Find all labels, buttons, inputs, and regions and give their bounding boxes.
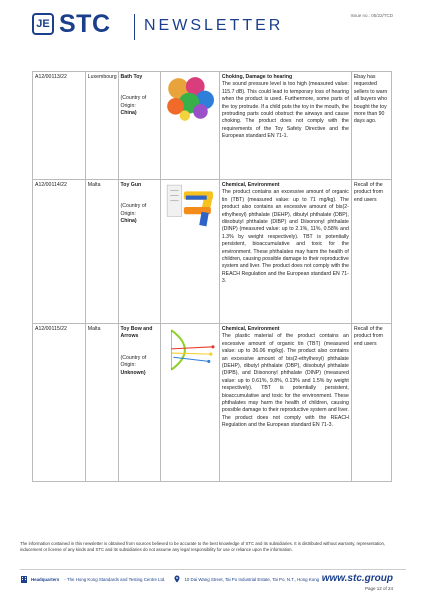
issue-number: Issue no.: 05/22/TCD	[350, 13, 393, 18]
logo-text: STC	[59, 10, 111, 38]
headquarters-info	[20, 575, 319, 583]
bath-toy-image	[163, 74, 217, 122]
product-image-cell	[160, 180, 219, 324]
headquarters-name: - The Hong Kong Standards and Testing Centre Ltd.	[64, 576, 166, 582]
building-icon	[20, 575, 28, 583]
risk-cell	[219, 180, 351, 324]
product-cell	[118, 72, 160, 180]
origin-label: (Country of Origin:	[120, 354, 147, 369]
toy-gun-image	[163, 182, 217, 230]
action-taken: Recall of the product from end users	[351, 324, 391, 482]
toy-bow-image	[163, 326, 217, 374]
product-name: Bath Toy	[120, 74, 143, 80]
action-taken: Ebay has requested sellers to warn all buyers who bought the toy more than 90 days ago.	[351, 72, 391, 180]
alert-id: A12/00114/22	[33, 180, 86, 324]
product-name: Toy Bow and Arrows	[120, 326, 153, 340]
recall-table	[32, 71, 392, 482]
address: 10 Dai Wang Street, Tai Po Industrial Estate, Tai Po, N.T., Hong Kong	[184, 576, 320, 582]
origin-label: (Country of Origin:	[120, 203, 147, 217]
alert-id: A12/00115/22	[33, 324, 86, 482]
logo-mark-icon: JE	[32, 13, 54, 35]
table-row	[33, 324, 392, 482]
page-number: Page 12 of 24	[364, 586, 393, 591]
header-divider	[134, 14, 135, 40]
risk-description: The product contains an excessive amount of organic tin (TBT) (measured value: up to 71 mg/kg). The product also contains an excessive amount of bis(2-ethylhexyl) phthalate (DEHP), dibutyl phthalate (DBP), diisobutyl phthalate (DIBP) and Diisononyl phthalate (DINP) (measured value: up to 2.1%, 11%, 0.58% and 1.3% by weight respectively). TBT is potentially persistent, bioaccumulative and toxic for the environment. These phthalates may harm the health of children, causing possible damage to their reproductive system and liver. The product does not comply with the REACH Regulation and the European standard EN 71-3.	[221, 189, 349, 285]
newsletter-header	[0, 0, 425, 58]
origin-label: (Country of Origin:	[120, 95, 147, 109]
risk-type: Choking, Damage to hearing	[221, 74, 293, 80]
origin-value: China)	[120, 110, 137, 117]
product-image-cell	[160, 72, 219, 180]
product-image-cell	[160, 324, 219, 482]
stc-logo	[32, 10, 111, 38]
product-cell	[118, 180, 160, 324]
risk-description: The sound pressure level is too high (measured value: 115.7 dB). This could lead to temporary loss of hearing when the product is used. Furthermore, some parts of the toy protrude. If a child puts the toy in the mouth, the protruding parts could obstruct the airways and cause choking. The product does not comply with the requirements of the Toy Safety Directive and the European standard EN 71-1.	[221, 81, 349, 140]
alert-id: A12/00113/22	[33, 72, 86, 180]
origin-value: Unknown)	[120, 369, 146, 376]
product-name: Toy Gun	[120, 182, 142, 188]
risk-type: Chemical, Environment	[221, 326, 280, 332]
location-pin-icon	[173, 575, 181, 583]
table-row	[33, 72, 392, 180]
country: Malta	[85, 324, 118, 482]
website-link[interactable]: www.stc.group	[321, 573, 393, 584]
newsletter-title: NEWSLETTER	[144, 17, 284, 34]
product-cell	[118, 324, 160, 482]
risk-type: Chemical, Environment	[221, 182, 280, 188]
headquarters-label: Headquarters	[31, 576, 60, 582]
table-row	[33, 180, 392, 324]
origin-value: China)	[120, 218, 137, 225]
risk-cell	[219, 324, 351, 482]
risk-cell	[219, 72, 351, 180]
disclaimer-text: The information contained in this newsletter is obtained from sources believed to be accurate to the best knowledge of STC and its subsidiaries. It is distributed without warranty, representation, inducement or license of any kinds and STC and its subsidiaries do not assume any legal responsibility for use or reliance upon the information.	[20, 541, 386, 553]
country: Luxembourg	[85, 72, 118, 180]
risk-description: The plastic material of the product contains an excessive amount of organic tin (TBT) (measured value: up to 36.06 mg/kg). The product also contains an excessive amount of bis(2-ethylhexyl) phthalate (DEHP), dibutyl phthalate (DBP), diisobutyl phthalate (DIPB), and Diisononyl phthalate (DINP) (measured value: up to 0.61%, 9.8%, 0.13% and 1.5% by weight respectively). TBT is potentially persistent, bioaccumulative and toxic for the environment. These phthalates may harm the health of children, causing possible damage to their reproductive system and liver. The product does not comply with the REACH Regulation and the European standard EN 71-3.	[221, 333, 349, 429]
action-taken: Recall of the product from end users	[351, 180, 391, 324]
footer-divider	[20, 569, 406, 570]
country: Malta	[85, 180, 118, 324]
